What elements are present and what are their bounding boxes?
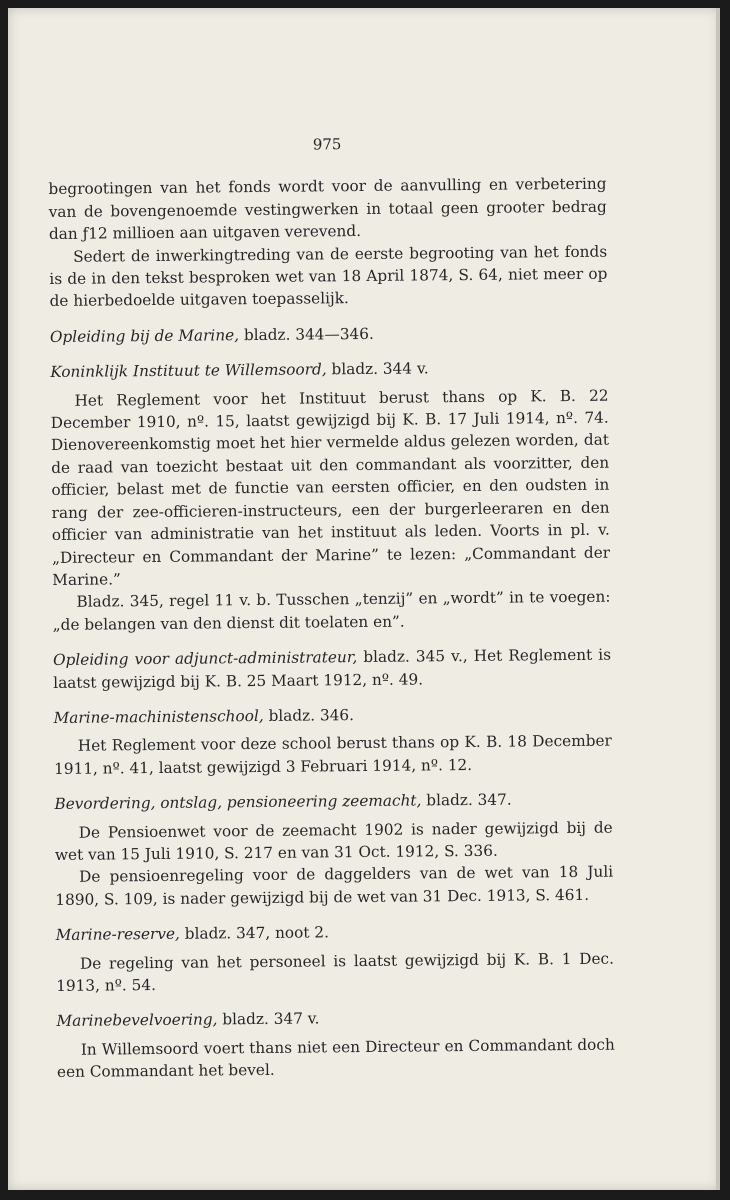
- section-heading: [56, 1005, 614, 1033]
- section-heading: [54, 788, 612, 816]
- heading-title: Marinebevelvoering,: [56, 1010, 218, 1031]
- heading-reference: bladz. 344—346.: [238, 324, 374, 345]
- heading-reference: bladz. 345 v., Het Reglement is laatst gewijzigd bij K. B. 25 Maart 1912, nº. 49.: [53, 645, 612, 692]
- heading-title: Koninklijk Instituut te Willemsoord,: [50, 360, 327, 382]
- heading-reference: bladz. 347.: [421, 790, 512, 810]
- heading-title: Opleiding voor adjunct-administrateur,: [52, 648, 358, 670]
- paragraph: De Pensioenwet voor de zeemacht 1902 is nader gewijzigd bij de wet van 15 Juli 1910, S. 217 en van 31 Oct. 1912, S. 336.: [54, 818, 613, 864]
- page-text: [48, 131, 615, 1084]
- heading-reference: bladz. 344 v.: [326, 359, 429, 379]
- paragraph: Sedert de inwerkingtreding van de eerste begrooting van het fonds is de in den tekst besproken wet van 18 April 1874, S. 64, niet meer op de hierbedoelde uitgaven toepasselijk.: [49, 242, 608, 311]
- paragraph: In Willemsoord voert thans niet een Directeur en Commandant doch een Commandant het bevel.: [56, 1035, 615, 1082]
- section-heading: [53, 644, 611, 694]
- heading-title: Bevordering, ontslag, pensioneering zeemacht,: [54, 791, 422, 814]
- paragraph: Het Reglement voor deze school berust thans op K. B. 18 December 1911, nº. 41, laatst gewijzigd 3 Februari 1914, nº. 12.: [53, 731, 612, 778]
- heading-title: Marine-reserve,: [55, 924, 180, 945]
- section-heading: [50, 320, 608, 348]
- heading-title: Marine-machinistenschool,: [53, 706, 264, 727]
- paragraph: Bladz. 345, regel 11 v. b. Tusschen „tenzij” en „wordt” in te voegen: „de belangen van den dienst dit toelaten en”.: [52, 587, 611, 634]
- section-heading: [56, 919, 614, 947]
- book-page: [8, 8, 720, 1190]
- heading-reference: bladz. 347 v.: [217, 1009, 320, 1029]
- paragraph: Het Reglement voor het Instituut berust thans op K. B. 22 December 1910, nº. 15, laatst gewijzigd bij K. B. 17 Juli 1914, nº. 74. Dienovereenkomstig moet het hier vermelde aldus gelezen worden, dat de raad van toezicht bestaat uit den commandant als voorzitter, den officier, belast met de functie van eersten officier, en den oudsten in rang der zee-officieren-instructeurs, een der burgerleeraren en den officier van administratie van het instituut als leden. Voorts in pl. v. „Directeur en Commandant der Marine” te lezen: „Commandant der Marine.”: [50, 386, 611, 589]
- section-heading: [53, 702, 611, 730]
- paragraph: De regeling van het personeel is laatst gewijzigd bij K. B. 1 Dec. 1913, nº. 54.: [56, 949, 615, 995]
- heading-reference: bladz. 346.: [263, 706, 355, 725]
- paragraph: De pensioenregeling voor de daggelders van de wet van 18 Juli 1890, S. 109, is nader gewijzigd bij de wet van 31 Dec. 1913, S. 461.: [55, 862, 614, 909]
- page-edge: [716, 8, 720, 1190]
- paragraph: begrootingen van het fonds wordt voor de aanvulling en verbetering van de bovengenoemde vestingwerken in totaal geen grooter bedrag dan ƒ12 millioen aan uitgaven verevend.: [48, 175, 607, 244]
- page-number: 975: [312, 135, 342, 154]
- heading-title: Opleiding bij de Marine,: [49, 326, 240, 346]
- section-heading: [50, 356, 608, 384]
- heading-reference: bladz. 347, noot 2.: [179, 923, 329, 943]
